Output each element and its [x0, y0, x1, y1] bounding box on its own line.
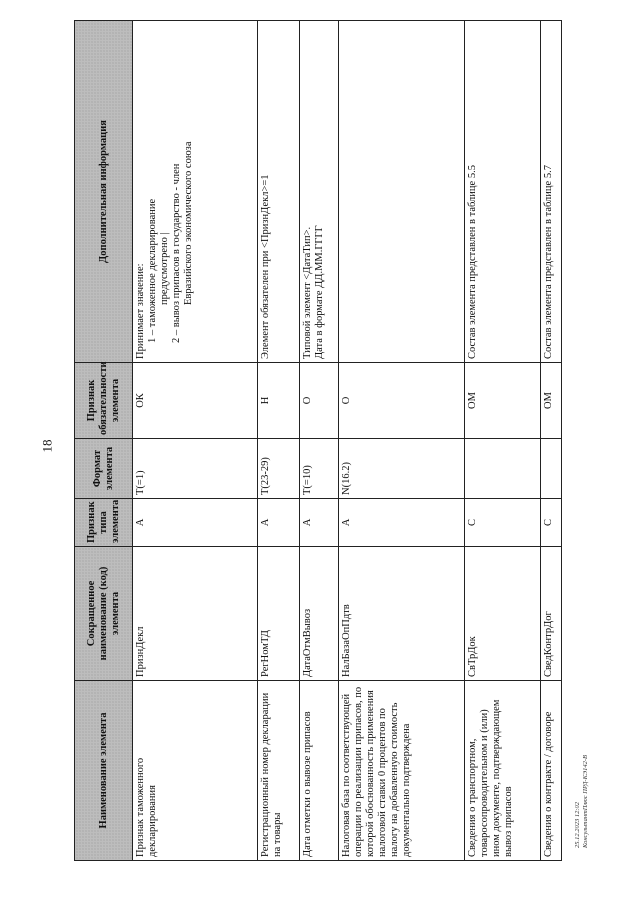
cell-type: А: [339, 499, 464, 547]
header-info: Дополнительная информация: [75, 21, 133, 363]
cell-code: СведКонтрДог: [541, 547, 562, 681]
cell-code: ПризнДекл: [133, 547, 258, 681]
cell-code: НалБазаОпПдтв: [339, 547, 464, 681]
info-line: Типовой элемент <ДатаТип>.: [301, 226, 313, 359]
cell-code: ДатаОтмВывоз: [299, 547, 338, 681]
cell-format: T(=1): [133, 439, 258, 499]
footer-stamp: [574, 755, 590, 848]
info-line: 2 – вывоз припасов в государство - член: [171, 163, 182, 343]
cell-info: Состав элемента представлен в таблице 5.5: [464, 21, 541, 363]
cell-type: А: [299, 499, 338, 547]
cell-format: [464, 439, 541, 499]
header-type: Признак типа элемента: [75, 499, 133, 547]
cell-required: ОМ: [464, 363, 541, 439]
table-row: [541, 21, 562, 861]
footer-date: 25.12.2023 12:02: [574, 801, 581, 848]
cell-code: СвТрДок: [464, 547, 541, 681]
table-row: [258, 21, 300, 861]
cell-name: Налоговая база по соответствующей операции по реализации припасов, по которой обоснованность применения налоговой ставки 0 процентов по налогу на добавленную стоимость документально подтверждена: [339, 681, 464, 861]
header-required: Признак обязательности элемента: [75, 363, 133, 439]
header-code: Сокращенное наименование (код) элемента: [75, 547, 133, 681]
cell-info: [133, 21, 258, 363]
cell-required: ОМ: [541, 363, 562, 439]
table-row: [299, 21, 338, 861]
info-line: Дата в формате ДД.ММ.ГГГГ: [313, 225, 325, 359]
table-row: [464, 21, 541, 861]
cell-name: Признак таможенного декларирования: [133, 681, 258, 861]
cell-code: РегНомТД: [258, 547, 300, 681]
table-row: [339, 21, 464, 861]
cell-required: ОК: [133, 363, 258, 439]
rotated-table-sheet: [74, 21, 562, 861]
cell-required: О: [339, 363, 464, 439]
cell-name: Регистрационный номер декларации на товары: [258, 681, 300, 861]
cell-type: А: [133, 499, 258, 547]
table-header-row: [75, 21, 133, 861]
cell-info: Элемент обязателен при <ПризнДекл>=1: [258, 21, 300, 363]
cell-type: С: [541, 499, 562, 547]
cell-info: Состав элемента представлен в таблице 5.7: [541, 21, 562, 363]
page-number: 18: [39, 439, 55, 453]
cell-type: С: [464, 499, 541, 547]
info-line: 1 – таможенное декларирование: [147, 198, 158, 343]
table-row: [133, 21, 258, 861]
cell-format: T(=10): [299, 439, 338, 499]
cell-name: Сведения о контракте / договоре: [541, 681, 562, 861]
info-line: предусмотрено |: [159, 232, 170, 305]
cell-required: О: [299, 363, 338, 439]
cell-type: А: [258, 499, 300, 547]
cell-info: [299, 21, 338, 363]
cell-format: N(16.2): [339, 439, 464, 499]
header-name: Наименование элемента: [75, 681, 133, 861]
cell-format: [541, 439, 562, 499]
cell-info: [339, 21, 464, 363]
header-format: Формат элемента: [75, 439, 133, 499]
info-line: Принимает значение:: [135, 263, 146, 359]
cell-format: T(23-29): [258, 439, 300, 499]
info-line: Евразийского экономического союза: [183, 141, 194, 305]
cell-required: Н: [258, 363, 300, 439]
cell-name: Сведения о транспортном, товаросопроводительном и (или) ином документе, подтверждающем вывоз припасов: [464, 681, 541, 861]
element-table: [74, 20, 562, 861]
footer-source: КонсультантПлюс ПРД-КЭ142-В: [582, 755, 589, 848]
cell-name: Дата отметки о вывозе припасов: [299, 681, 338, 861]
